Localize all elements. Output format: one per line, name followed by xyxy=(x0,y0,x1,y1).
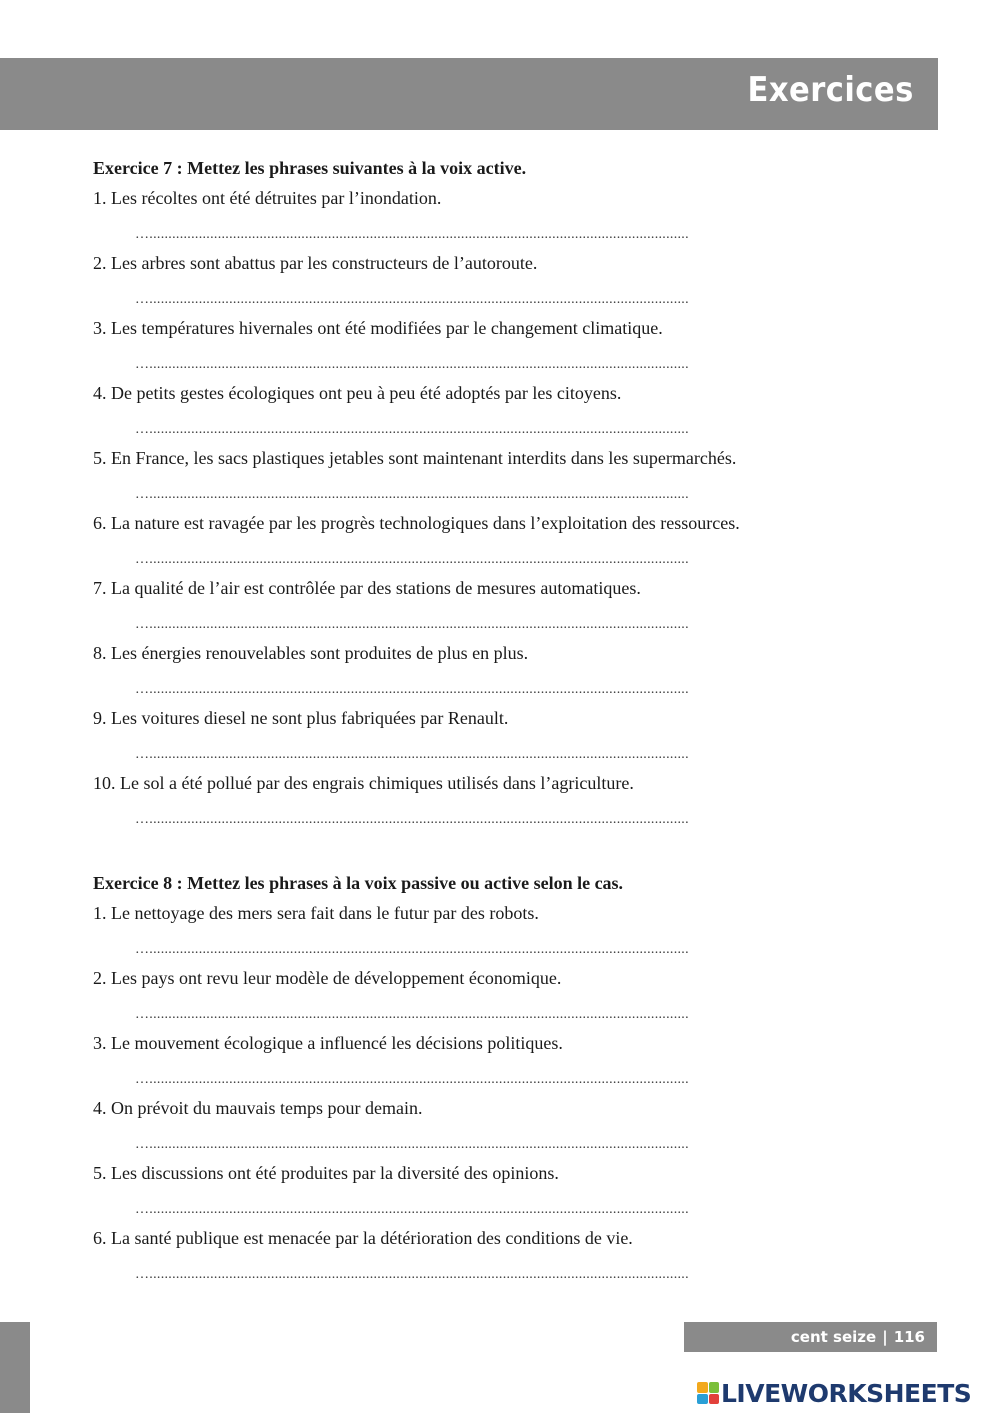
page-number: 116 xyxy=(893,1328,925,1346)
exercise-item xyxy=(93,638,873,703)
question-text: 9. Les voitures diesel ne sont plus fabriquées par Renault. xyxy=(93,708,509,728)
question-text: 2. Les arbres sont abattus par les constructeurs de l’autoroute. xyxy=(93,253,538,273)
answer-dots: ….............................................................................................................................................. xyxy=(135,358,689,372)
answer-dots: ….............................................................................................................................................. xyxy=(135,228,689,242)
answer-line[interactable] xyxy=(135,928,870,963)
logo-tile xyxy=(709,1382,720,1393)
exercise-8-title: Exercice 8 : Mettez les phrases à la voix passive ou active selon le cas. xyxy=(93,873,624,893)
answer-dots: ….............................................................................................................................................. xyxy=(135,1008,689,1022)
question-text: 4. On prévoit du mauvais temps pour demain. xyxy=(93,1098,423,1118)
exercise-item xyxy=(93,573,873,638)
page-title: Exercices xyxy=(747,70,914,110)
exercise-item xyxy=(93,963,873,1028)
answer-line[interactable] xyxy=(135,278,870,313)
question-text: 6. La nature est ravagée par les progrès technologiques dans l’exploitation des ressources. xyxy=(93,513,740,533)
exercise-7-list xyxy=(93,183,873,833)
question-text: 1. Les récoltes ont été détruites par l’inondation. xyxy=(93,188,442,208)
question-text: 3. Les températures hivernales ont été modifiées par le changement climatique. xyxy=(93,318,663,338)
question-text: 7. La qualité de l’air est contrôlée par des stations de mesures automatiques. xyxy=(93,578,641,598)
answer-dots: ….............................................................................................................................................. xyxy=(135,1073,689,1087)
answer-dots: ….............................................................................................................................................. xyxy=(135,813,689,827)
exercise-7 xyxy=(93,153,873,833)
answer-line[interactable] xyxy=(135,213,870,248)
logo-tile xyxy=(697,1382,708,1393)
logo-tile xyxy=(697,1394,708,1405)
exercise-8-list xyxy=(93,898,873,1288)
header-band xyxy=(0,58,938,130)
exercise-item xyxy=(93,1093,873,1158)
page-number-badge xyxy=(684,1322,937,1352)
question-text: 4. De petits gestes écologiques ont peu à peu été adoptés par les citoyens. xyxy=(93,383,622,403)
logo-tile xyxy=(709,1394,720,1405)
question-text: 1. Le nettoyage des mers sera fait dans le futur par des robots. xyxy=(93,903,539,923)
question-text: 10. Le sol a été pollué par des engrais chimiques utilisés dans l’agriculture. xyxy=(93,773,634,793)
answer-line[interactable] xyxy=(135,993,870,1028)
worksheet-content xyxy=(93,153,873,1323)
question-text: 8. Les énergies renouvelables sont produites de plus en plus. xyxy=(93,643,529,663)
question-text: 2. Les pays ont revu leur modèle de développement économique. xyxy=(93,968,562,988)
exercise-item xyxy=(93,443,873,508)
answer-dots: ….............................................................................................................................................. xyxy=(135,943,689,957)
answer-line[interactable] xyxy=(135,603,870,638)
left-margin-bar xyxy=(0,1322,30,1413)
exercise-item xyxy=(93,1028,873,1093)
exercise-item xyxy=(93,898,873,963)
exercise-item xyxy=(93,313,873,378)
liveworksheets-brand xyxy=(697,1378,971,1408)
page-number-separator: | xyxy=(882,1328,888,1346)
answer-dots: ….............................................................................................................................................. xyxy=(135,748,689,762)
answer-line[interactable] xyxy=(135,408,870,443)
liveworksheets-logo-icon xyxy=(697,1382,719,1404)
answer-dots: ….............................................................................................................................................. xyxy=(135,1138,689,1152)
exercise-item xyxy=(93,183,873,248)
answer-dots: ….............................................................................................................................................. xyxy=(135,553,689,567)
answer-dots: ….............................................................................................................................................. xyxy=(135,488,689,502)
answer-dots: ….............................................................................................................................................. xyxy=(135,1268,689,1282)
question-text: 6. La santé publique est menacée par la détérioration des conditions de vie. xyxy=(93,1228,633,1248)
answer-line[interactable] xyxy=(135,343,870,378)
exercise-item xyxy=(93,1223,873,1288)
question-text: 3. Le mouvement écologique a influencé les décisions politiques. xyxy=(93,1033,563,1053)
exercise-item xyxy=(93,1158,873,1223)
answer-line[interactable] xyxy=(135,1188,870,1223)
exercise-item xyxy=(93,768,873,833)
answer-dots: ….............................................................................................................................................. xyxy=(135,423,689,437)
answer-line[interactable] xyxy=(135,733,870,768)
brand-name: LIVEWORKSHEETS xyxy=(721,1378,972,1408)
exercise-item xyxy=(93,508,873,573)
answer-dots: ….............................................................................................................................................. xyxy=(135,1203,689,1217)
exercise-item xyxy=(93,248,873,313)
exercise-8 xyxy=(93,868,873,1288)
page-number-words: cent seize xyxy=(790,1328,877,1346)
answer-line[interactable] xyxy=(135,473,870,508)
answer-line[interactable] xyxy=(135,1058,870,1093)
answer-line[interactable] xyxy=(135,1123,870,1158)
question-text: 5. Les discussions ont été produites par la diversité des opinions. xyxy=(93,1163,559,1183)
exercise-item xyxy=(93,703,873,768)
exercise-item xyxy=(93,378,873,443)
answer-dots: ….............................................................................................................................................. xyxy=(135,618,689,632)
exercise-7-title: Exercice 7 : Mettez les phrases suivantes à la voix active. xyxy=(93,158,527,178)
answer-line[interactable] xyxy=(135,668,870,703)
answer-dots: ….............................................................................................................................................. xyxy=(135,683,689,697)
answer-line[interactable] xyxy=(135,538,870,573)
question-text: 5. En France, les sacs plastiques jetables sont maintenant interdits dans les supermarchés. xyxy=(93,448,737,468)
answer-dots: ….............................................................................................................................................. xyxy=(135,293,689,307)
answer-line[interactable] xyxy=(135,1253,870,1288)
answer-line[interactable] xyxy=(135,798,870,833)
